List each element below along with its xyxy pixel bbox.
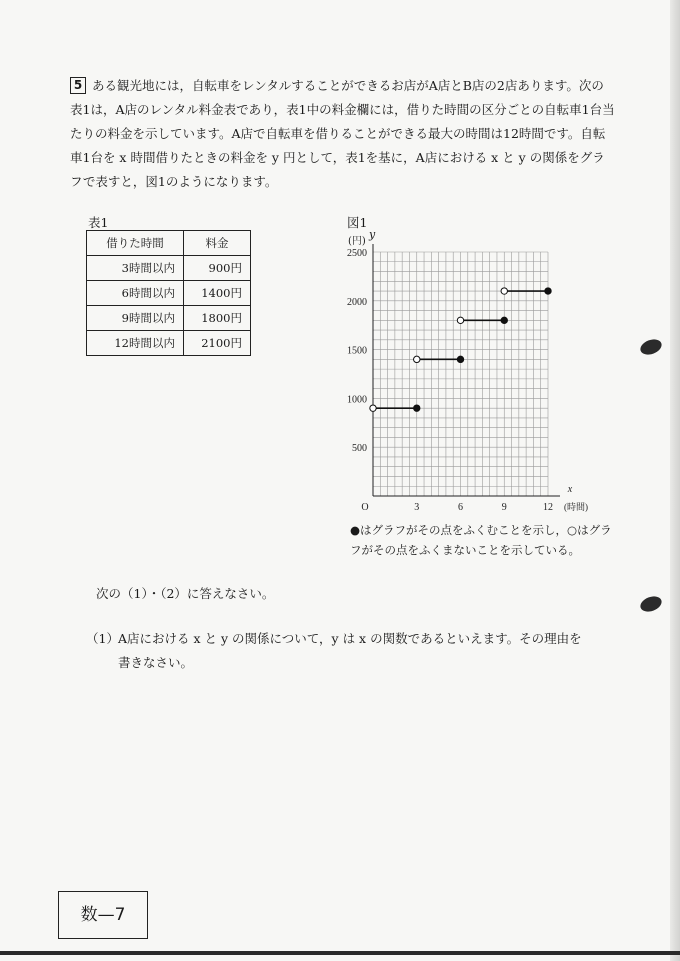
x-axis-variable: x <box>567 484 573 495</box>
x-tick-label: 12 <box>543 502 553 513</box>
table-cell-fee: 2100円 <box>184 331 251 356</box>
table-row <box>87 306 251 331</box>
graph-legend-note: ●はグラフがその点をふくむことを示し，○はグラフがその点をふくまないことを示している。 <box>350 523 612 557</box>
y-tick-label: 500 <box>352 443 367 455</box>
table-cell-time: 9時間以内 <box>87 306 184 331</box>
closed-point <box>457 356 463 362</box>
table-header-fee: 料金 <box>184 231 251 256</box>
table-row <box>87 256 251 281</box>
open-point <box>501 288 507 294</box>
closed-point <box>501 317 507 323</box>
y-tick-label: 1000 <box>347 394 367 406</box>
open-point <box>414 356 420 362</box>
table-header-time: 借りた時間 <box>87 231 184 256</box>
page-edge <box>670 0 680 961</box>
y-tick-label: 2000 <box>347 296 367 308</box>
x-axis-unit: (時間) <box>564 502 588 512</box>
table-cell-fee: 900円 <box>184 256 251 281</box>
bottom-rule <box>0 951 680 955</box>
table-cell-fee: 1400円 <box>184 281 251 306</box>
page-number: 数—7 <box>58 891 148 939</box>
problem-statement <box>70 74 615 194</box>
table-title: 表1 <box>88 215 109 230</box>
problem-text: ある観光地には，自転車をレンタルすることができるお店がA店とB店の2店あります。次の表1は，A店のレンタル料金表であり，表1中の料金欄には，借りた時間の区分ごとの自転車1台当たりの料金を示しています。A店で自転車を借りることができる最大の時間は12時間です。自転車1台を x 時間借りたときの料金を y 円として，表1を基に，A店における x と y の関係をグラフで表すと，図1のようになります。 <box>70 78 615 189</box>
question-1-text: A店における x と y の関係について，y は x の関数であるといえます。その理由を <box>118 631 582 646</box>
open-point <box>457 317 463 323</box>
step-function-chart <box>340 240 588 515</box>
question-prompt: 次の（1）・（2）に答えなさい。 <box>96 586 275 601</box>
origin-label: O <box>361 502 369 513</box>
table-cell-time: 3時間以内 <box>87 256 184 281</box>
table-cell-time: 12時間以内 <box>87 331 184 356</box>
table-header-row <box>87 231 251 256</box>
y-tick-label: 1500 <box>347 345 367 357</box>
x-tick-label: 9 <box>501 502 507 513</box>
closed-point <box>414 405 420 411</box>
x-tick-label: 6 <box>458 502 463 513</box>
figure-title: 図1 <box>347 215 368 230</box>
x-tick-label: 3 <box>414 502 420 513</box>
question-1 <box>86 627 626 675</box>
y-tick-label: 2500 <box>347 248 367 259</box>
y-axis-variable: y <box>369 228 376 241</box>
closed-point <box>545 288 551 294</box>
binder-hole-upper <box>638 337 663 358</box>
question-1-number: （1） <box>86 631 119 646</box>
question-1-text-cont: 書きなさい。 <box>118 655 194 670</box>
binder-hole-lower <box>638 594 663 615</box>
table-cell-time: 6時間以内 <box>87 281 184 306</box>
table-cell-fee: 1800円 <box>184 306 251 331</box>
table-row <box>87 331 251 356</box>
y-axis-unit: (円) <box>348 236 366 247</box>
fee-table <box>86 230 251 356</box>
open-point <box>370 405 376 411</box>
problem-number: 5 <box>70 77 86 94</box>
table-row <box>87 281 251 306</box>
